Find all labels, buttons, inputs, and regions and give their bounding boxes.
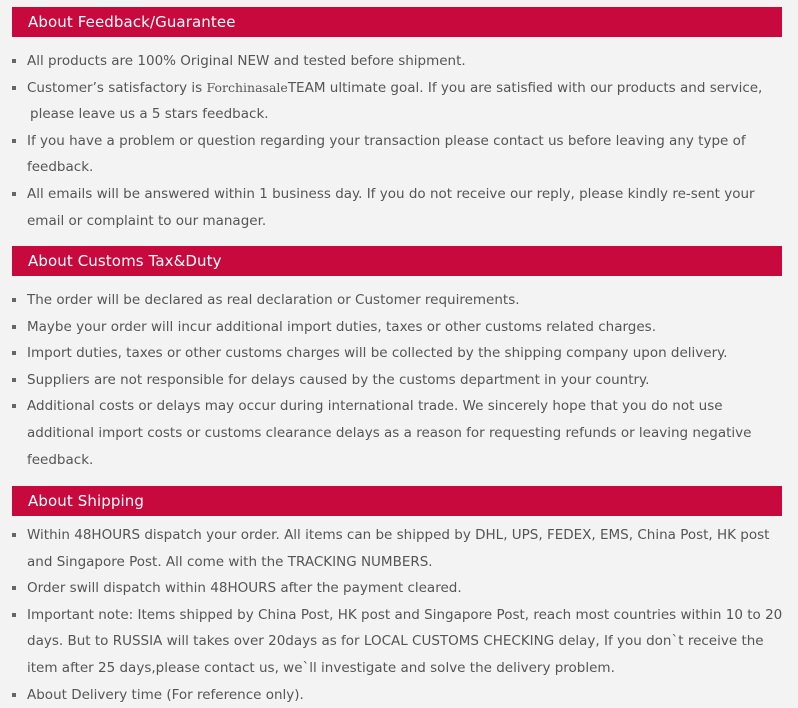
bullet-icon (12, 59, 16, 63)
bullet-icon (12, 613, 16, 617)
list-item-text-cont: TEAM ultimate goal. If you are satisfied with our products and service, (287, 79, 763, 96)
list-item (0, 602, 798, 682)
bullet-icon (12, 86, 16, 90)
list-item (0, 128, 798, 181)
bullet-icon (12, 351, 16, 355)
list-item-text: If you have a problem or question regarding your transaction please contact us before leaving any type of feedback. (27, 132, 746, 176)
list-item-text: Import duties, taxes or other customs charges will be collected by the shipping company upon delivery. (27, 345, 728, 362)
list-item-text: All emails will be answered within 1 business day. If you do not receive our reply, please kindly re-sent your email or complaint to our manager. (27, 185, 755, 229)
list-item (0, 340, 798, 367)
bullet-icon (12, 404, 16, 408)
list-item-text: Additional costs or delays may occur during international trade. We sincerely hope that you do not use additional import costs or customs clearance delays as a reason for requesting refunds or leaving negative feedback. (27, 398, 752, 468)
feedback-guarantee-section (12, 7, 782, 37)
list-item-text: The order will be declared as real declaration or Customer requirements. (27, 292, 520, 308)
shipping-list (0, 522, 798, 708)
list-item-text: About Delivery time (For reference only). (27, 686, 304, 703)
list-item (0, 48, 798, 75)
bullet-icon (12, 693, 16, 697)
brand-name: Forchinasale (206, 79, 288, 95)
list-item (0, 75, 798, 128)
section-header-shipping: About Shipping (12, 486, 782, 516)
section-header-feedback: About Feedback/Guarantee (12, 7, 782, 37)
list-item-text: Important note: Items shipped by China Post, HK post and Singapore Post, reach most countries within 10 to 20 days. But to RUSSIA will takes over 20days as for LOCAL CUSTOMS CHECKING delay, If you don`t receive the item after 25 days,please contact us, we`ll investigate and solve the delivery problem. (27, 606, 783, 676)
list-item (0, 682, 798, 708)
list-item (0, 314, 798, 341)
bullet-icon (12, 139, 16, 143)
shipping-section (12, 486, 782, 516)
list-item (0, 522, 798, 575)
list-item-text: Maybe your order will incur additional import duties, taxes or other customs related charges. (27, 318, 656, 335)
list-item (0, 181, 798, 234)
customs-tax-section (12, 246, 782, 276)
list-item-text-line2: please leave us a 5 stars feedback. (30, 106, 269, 123)
list-item-text: Customer’s satisfactory is (27, 79, 203, 96)
bullet-icon (12, 378, 16, 382)
list-item (0, 393, 798, 473)
list-item (0, 367, 798, 394)
bullet-icon (12, 192, 16, 196)
list-item-text: Order swill dispatch within 48HOURS after the payment cleared. (27, 580, 462, 597)
list-item-text: All products are 100% Original NEW and tested before shipment. (27, 53, 466, 69)
list-item-text: Within 48HOURS dispatch your order. All items can be shipped by DHL, UPS, FEDEX, EMS, China Post, HK post and Singapore Post. All come with the TRACKING NUMBERS. (27, 527, 770, 570)
list-item (0, 575, 798, 602)
bullet-icon (12, 298, 16, 302)
customs-list (0, 287, 798, 473)
list-item (0, 287, 798, 314)
bullet-icon (12, 586, 16, 590)
feedback-list (0, 48, 798, 234)
bullet-icon (12, 325, 16, 329)
list-item-text: Suppliers are not responsible for delays caused by the customs department in your country. (27, 371, 650, 388)
bullet-icon (12, 533, 16, 537)
section-header-customs: About Customs Tax&Duty (12, 246, 782, 276)
